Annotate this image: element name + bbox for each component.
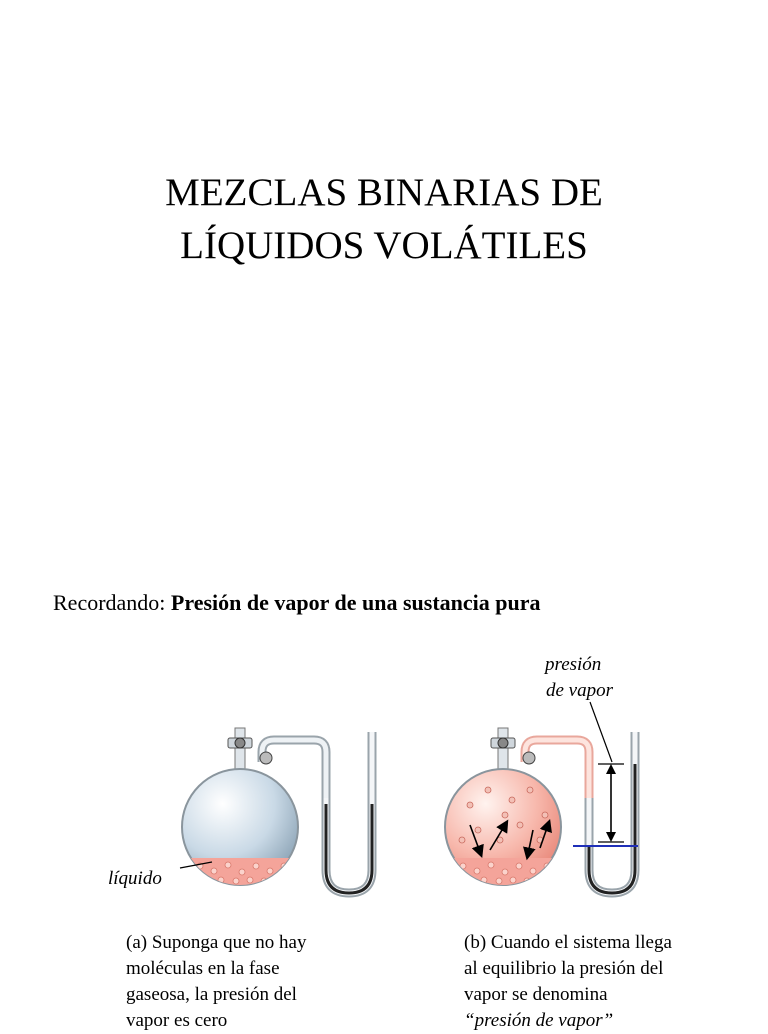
page-title: [0, 166, 768, 272]
caption-b-line-1: (b) Cuando el sistema llega: [464, 932, 672, 953]
intro-heading: [53, 589, 541, 617]
caption-b: [464, 930, 754, 1034]
intro-bold-text: Presión de vapor de una sustancia pura: [170, 590, 541, 615]
apparatus-b: [443, 702, 638, 898]
mercury-a: [326, 804, 372, 893]
caption-b-line-3: vapor se denomina: [464, 984, 608, 1005]
label-liquid: líquido: [108, 868, 162, 889]
caption-a-line-3: gaseosa, la presión del: [126, 984, 297, 1005]
caption-b-line-4: “presión de vapor”: [464, 1010, 614, 1031]
caption-a-line-4: vapor es cero: [126, 1010, 228, 1031]
vapor-pressure-figure: [0, 640, 768, 930]
label-pressure-line-2: de vapor: [546, 680, 614, 701]
intro-prefix: Recordando:: [53, 590, 166, 615]
caption-b-line-2: al equilibrio la presión del: [464, 958, 664, 979]
title-line-1: MEZCLAS BINARIAS DE: [165, 171, 603, 214]
caption-a: [126, 930, 356, 1034]
apparatus-a: [180, 728, 372, 898]
title-line-2: LÍQUIDOS VOLÁTILES: [180, 224, 588, 267]
caption-a-line-1: (a) Suponga que no hay: [126, 932, 307, 953]
mercury-b: [589, 764, 635, 893]
caption-a-line-2: moléculas en la fase: [126, 958, 280, 979]
label-pressure-line-1: presión: [545, 654, 602, 675]
